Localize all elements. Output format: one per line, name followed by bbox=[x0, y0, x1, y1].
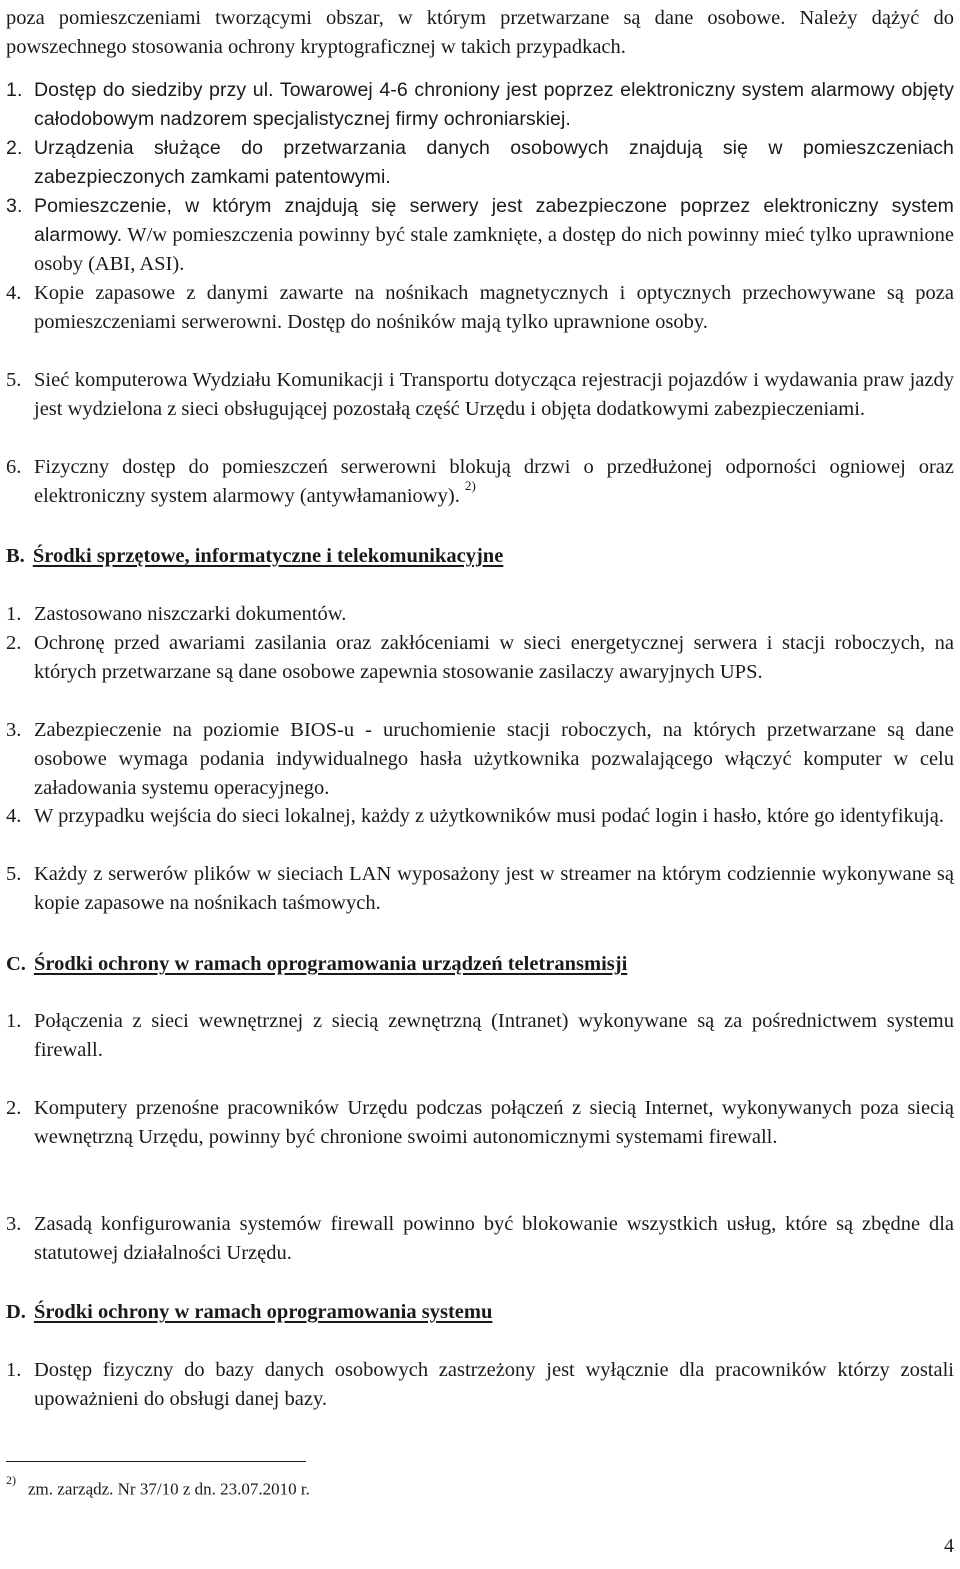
list-item-a6 bbox=[6, 453, 954, 511]
item-number: 5. bbox=[6, 863, 22, 885]
item-text-serif: W/w pomieszczenia powinny być stale zamknięte, a dostęp do nich powinny mieć tylko uprawnione osoby (ABI, ASI). bbox=[34, 224, 954, 275]
item-text: Zabezpieczenie na poziomie BIOS-u - uruchomienie stacji roboczych, na których przetwarzane są dane osobowe wymaga podania indywidualnego hasła użytkownika pozwalającego włączyć komputer w celu załadowania systemu operacyjnego. bbox=[34, 719, 954, 799]
item-text-sans: Pomieszczenie, w którym znajdują się serwery jest zabezpieczone poprzez elektroniczny system alarmowy. bbox=[34, 195, 954, 246]
section-title: Środki ochrony w ramach oprogramowania systemu bbox=[33, 1301, 493, 1323]
item-text: W przypadku wejścia do sieci lokalnej, każdy z użytkowników musi podać login i hasło, które go identyfikują. bbox=[34, 805, 944, 827]
item-number: 1. bbox=[6, 79, 23, 101]
list-item-c1 bbox=[6, 1007, 954, 1065]
item-number: 2. bbox=[6, 137, 23, 159]
section-letter: B. bbox=[6, 545, 25, 567]
footnote-divider bbox=[6, 1461, 306, 1462]
item-text: Sieć komputerowa Wydziału Komunikacji i Transportu dotycząca rejestracji pojazdów i wydawania praw jazdy jest wydzielona z sieci obsługującej pozostałą część Urzędu i objęta dodatkowymi zabezpieczeniami. bbox=[34, 369, 954, 420]
intro-paragraph bbox=[6, 4, 954, 62]
item-number: 3. bbox=[6, 195, 23, 217]
item-text: Ochronę przed awariami zasilania oraz zakłóceniami w sieci energetycznej serwera i stacji roboczych, na których przetwarzane są dane osobowe zapewnia stosowanie zasilaczy awaryjnych UPS. bbox=[34, 632, 954, 683]
item-number: 4. bbox=[6, 282, 22, 304]
footnote bbox=[6, 1472, 310, 1502]
item-text: Komputery przenośne pracowników Urzędu podczas połączeń z siecią Internet, wykonywanych poza siecią wewnętrzną Urzędu, powinny być chronione swoimi autonomicznymi systemami firewall. bbox=[34, 1097, 954, 1148]
list-item-a2 bbox=[6, 134, 954, 192]
item-text: Każdy z serwerów plików w sieciach LAN wyposażony jest w streamer na którym codziennie wykonywane są kopie zapasowe na nośnikach taśmowych. bbox=[34, 863, 954, 914]
intro-text: poza pomieszczeniami tworzącymi obszar, w którym przetwarzane są dane osobowe. Należy dążyć do powszechnego stosowania ochrony kryptograficznej w takich przypadkach. bbox=[6, 7, 954, 58]
item-number: 5. bbox=[6, 369, 22, 391]
item-text: Dostęp do siedziby przy ul. Towarowej 4-6 chroniony jest poprzez elektroniczny system alarmowy objęty całodobowym nadzorem specjalistycznej firmy ochroniarskiej. bbox=[34, 79, 954, 130]
footnote-reference: 2) bbox=[464, 478, 476, 494]
item-number: 1. bbox=[6, 603, 22, 625]
section-letter: D. bbox=[6, 1301, 26, 1323]
list-item-b1 bbox=[6, 600, 954, 629]
item-text: Zasadą konfigurowania systemów firewall powinno być blokowanie wszystkich usług, które są zbędne dla statutowej działalności Urzędu. bbox=[34, 1213, 954, 1264]
section-letter: C. bbox=[6, 953, 26, 975]
item-number: 3. bbox=[6, 719, 22, 741]
item-number: 4. bbox=[6, 805, 22, 827]
list-item-d1 bbox=[6, 1356, 954, 1414]
list-item-a3 bbox=[6, 192, 954, 279]
list-item-c2 bbox=[6, 1094, 954, 1152]
section-title: Środki ochrony w ramach oprogramowania urządzeń teletransmisji bbox=[33, 953, 628, 975]
item-text: Urządzenia służące do przetwarzania danych osobowych znajdują się w pomieszczeniach zabezpieczonych zamkami patentowymi. bbox=[34, 137, 954, 188]
item-text: Dostęp fizyczny do bazy danych osobowych zastrzeżony jest wyłącznie dla pracowników którzy zostali upoważnieni do obsługi danej bazy. bbox=[34, 1359, 954, 1410]
list-item-a5 bbox=[6, 366, 954, 424]
section-heading-c bbox=[6, 950, 627, 979]
footnote-text: zm. zarządz. Nr 37/10 z dn. 23.07.2010 r. bbox=[28, 1479, 310, 1499]
item-number: 1. bbox=[6, 1359, 22, 1381]
list-item-a4 bbox=[6, 279, 954, 337]
list-item-a1 bbox=[6, 76, 954, 134]
item-text: Fizyczny dostęp do pomieszczeń serwerowni blokują drzwi o przedłużonej odporności ogniowej oraz elektroniczny system alarmowy (antywłamaniowy). bbox=[34, 456, 954, 507]
section-title: Środki sprzętowe, informatyczne i telekomunikacyjne bbox=[32, 545, 504, 567]
page-number: 4 bbox=[944, 1535, 954, 1557]
list-item-b3 bbox=[6, 716, 954, 803]
section-heading-b bbox=[6, 542, 503, 571]
list-item-b4 bbox=[6, 802, 954, 831]
item-text: Zastosowano niszczarki dokumentów. bbox=[34, 603, 347, 625]
list-item-b2 bbox=[6, 629, 954, 687]
item-text: Połączenia z sieci wewnętrznej z siecią zewnętrzną (Intranet) wykonywane są za pośrednictwem systemu firewall. bbox=[34, 1010, 954, 1061]
footnote-mark: 2) bbox=[6, 1473, 16, 1487]
section-heading-d bbox=[6, 1298, 492, 1327]
item-number: 1. bbox=[6, 1010, 22, 1032]
item-number: 6. bbox=[6, 456, 22, 478]
item-number: 2. bbox=[6, 1097, 22, 1119]
list-item-b5 bbox=[6, 860, 954, 918]
item-text: Kopie zapasowe z danymi zawarte na nośnikach magnetycznych i optycznych przechowywane są poza pomieszczeniami serwerowni. Dostęp do nośników mają tylko uprawnione osoby. bbox=[34, 282, 954, 333]
list-item-c3 bbox=[6, 1210, 954, 1268]
item-number: 3. bbox=[6, 1213, 22, 1235]
item-number: 2. bbox=[6, 632, 22, 654]
